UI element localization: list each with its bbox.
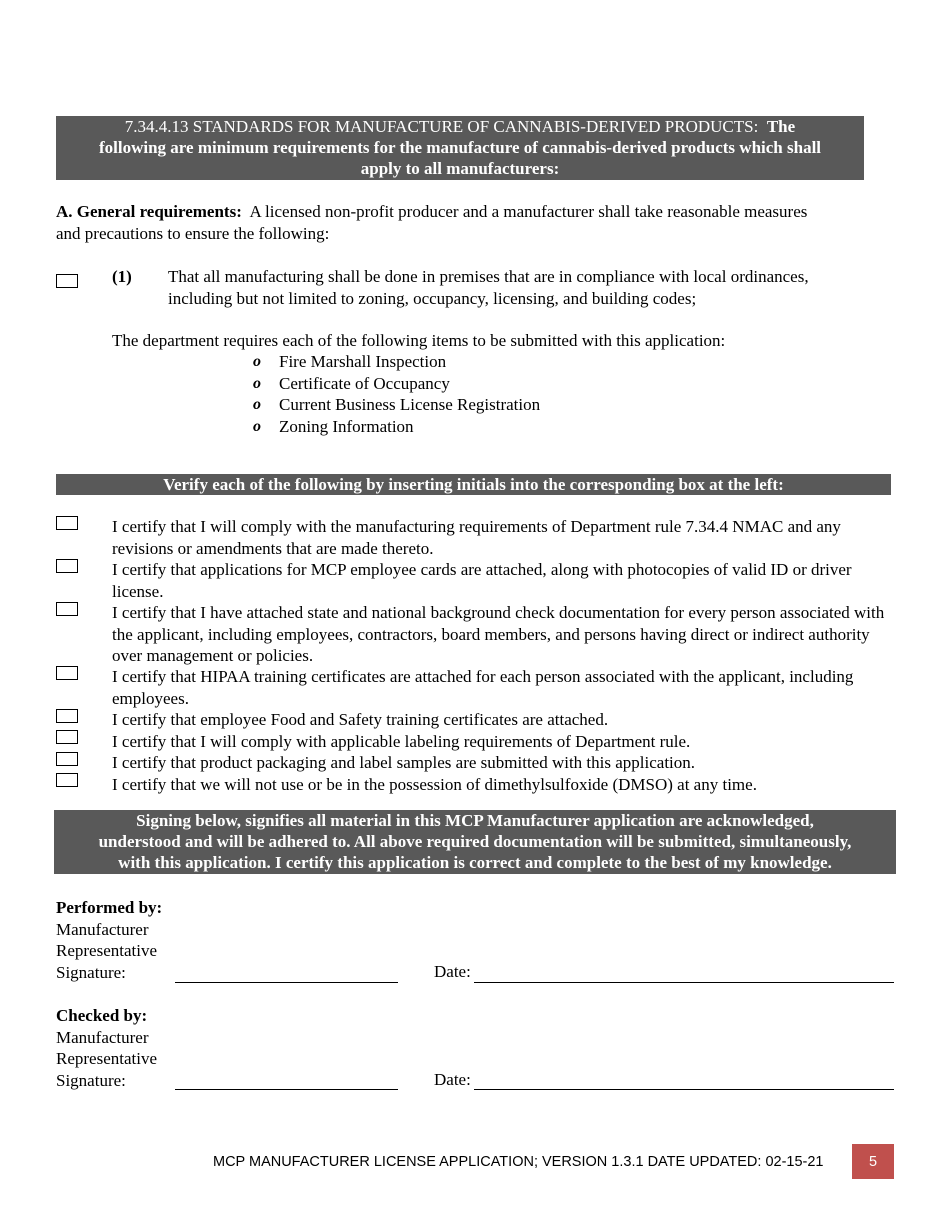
- item1-text: That all manufacturing shall be done in premises that are in compliance with local ordinances, including but not limited to zoning, occupancy, licensing, and building codes;: [168, 267, 809, 308]
- section-header-banner: [56, 116, 864, 180]
- section-header-line3: apply to all manufacturers:: [360, 159, 560, 178]
- section-header-line1: [56, 116, 864, 137]
- section-header-bold-start: The: [766, 117, 796, 136]
- performed-date-label: Date:: [434, 962, 471, 981]
- cert-item: I certify that we will not use or be in the possession of dimethylsulfoxide (DMSO) at any time.: [112, 775, 757, 794]
- item1-number: (1): [112, 267, 132, 286]
- required-item: o Certificate of Occupancy: [253, 373, 450, 393]
- general-requirements-text2: and precautions to ensure the following:: [56, 223, 330, 243]
- cert-item: I certify that product packaging and label samples are submitted with this application.: [112, 753, 696, 772]
- item1-checkbox[interactable]: [56, 274, 78, 288]
- signing-notice-banner: Signing below, signifies all material in this MCP Manufacturer application are acknowledged, understood and will be adhered to. All above required documentation will be submitted, simultaneously, with this application. I certify this application is correct and complete to the best of my knowledge.: [54, 810, 896, 874]
- performed-signature-line[interactable]: [175, 982, 398, 983]
- performed-by-block: Performed by: Manufacturer Representative Signature:: [56, 898, 163, 982]
- cert-item: I certify that I have attached state and national background check documentation for every person associated with the applicant, including employees, contractors, board members, and persons having direct or indirect authority over management or policies.: [112, 603, 885, 665]
- general-requirements-text1: A licensed non-profit producer and a manufacturer shall take reasonable measures: [249, 202, 808, 221]
- checked-by-heading: Checked by:: [56, 1006, 148, 1025]
- section-header-line2: following are minimum requirements for the manufacture of cannabis-derived products which shall: [98, 138, 822, 157]
- checked-date-line[interactable]: [474, 1089, 894, 1090]
- cert-checkbox[interactable]: [56, 559, 78, 573]
- checked-signature-line[interactable]: [175, 1089, 398, 1090]
- required-item: o Zoning Information: [253, 416, 414, 436]
- cert-checkbox[interactable]: [56, 773, 78, 787]
- cert-checkbox[interactable]: [56, 730, 78, 744]
- general-requirements-label: A. General requirements:: [56, 202, 242, 221]
- cert-item: I certify that employee Food and Safety training certificates are attached.: [112, 710, 609, 729]
- bullet-icon: o: [253, 374, 261, 392]
- bullet-icon: o: [253, 353, 261, 370]
- footer-text: MCP MANUFACTURER LICENSE APPLICATION; VERSION 1.3.1 DATE UPDATED: 02-15-21: [213, 1154, 824, 1170]
- verify-header-banner: Verify each of the following by inserting initials into the corresponding box at the left:: [56, 474, 891, 495]
- cert-checkbox[interactable]: [56, 709, 78, 723]
- cert-checkbox[interactable]: [56, 602, 78, 616]
- required-item: o Current Business License Registration: [253, 395, 541, 414]
- page-number-badge: 5: [852, 1144, 894, 1179]
- bullet-icon: o: [253, 417, 261, 435]
- cert-item: I certify that HIPAA training certificates are attached for each person associated with the applicant, including employees.: [112, 667, 854, 708]
- bullet-icon: o: [253, 396, 261, 413]
- performed-by-heading: Performed by:: [56, 898, 163, 917]
- cert-item: I certify that applications for MCP employee cards are attached, along with photocopies of valid ID or driver license.: [112, 560, 852, 601]
- checked-date-label: Date:: [434, 1070, 471, 1089]
- performed-date-line[interactable]: [474, 982, 894, 983]
- cert-checkbox[interactable]: [56, 752, 78, 766]
- required-item: o Fire Marshall Inspection: [253, 352, 447, 371]
- cert-item: I certify that I will comply with the manufacturing requirements of Department rule 7.34.4 NMAC and any revisions or amendments that are made thereto.: [112, 517, 841, 558]
- cert-item: I certify that I will comply with applicable labeling requirements of Department rule.: [112, 732, 691, 751]
- general-requirements: [56, 201, 906, 244]
- checked-by-block: Checked by: Manufacturer Representative Signature:: [56, 1006, 158, 1090]
- department-note: The department requires each of the following items to be submitted with this application:: [112, 331, 726, 350]
- required-items-list: [253, 351, 540, 437]
- section-header-title: 7.34.4.13 STANDARDS FOR MANUFACTURE OF CANNABIS-DERIVED PRODUCTS:: [124, 117, 759, 136]
- cert-checkbox[interactable]: [56, 516, 78, 530]
- cert-checkbox[interactable]: [56, 666, 78, 680]
